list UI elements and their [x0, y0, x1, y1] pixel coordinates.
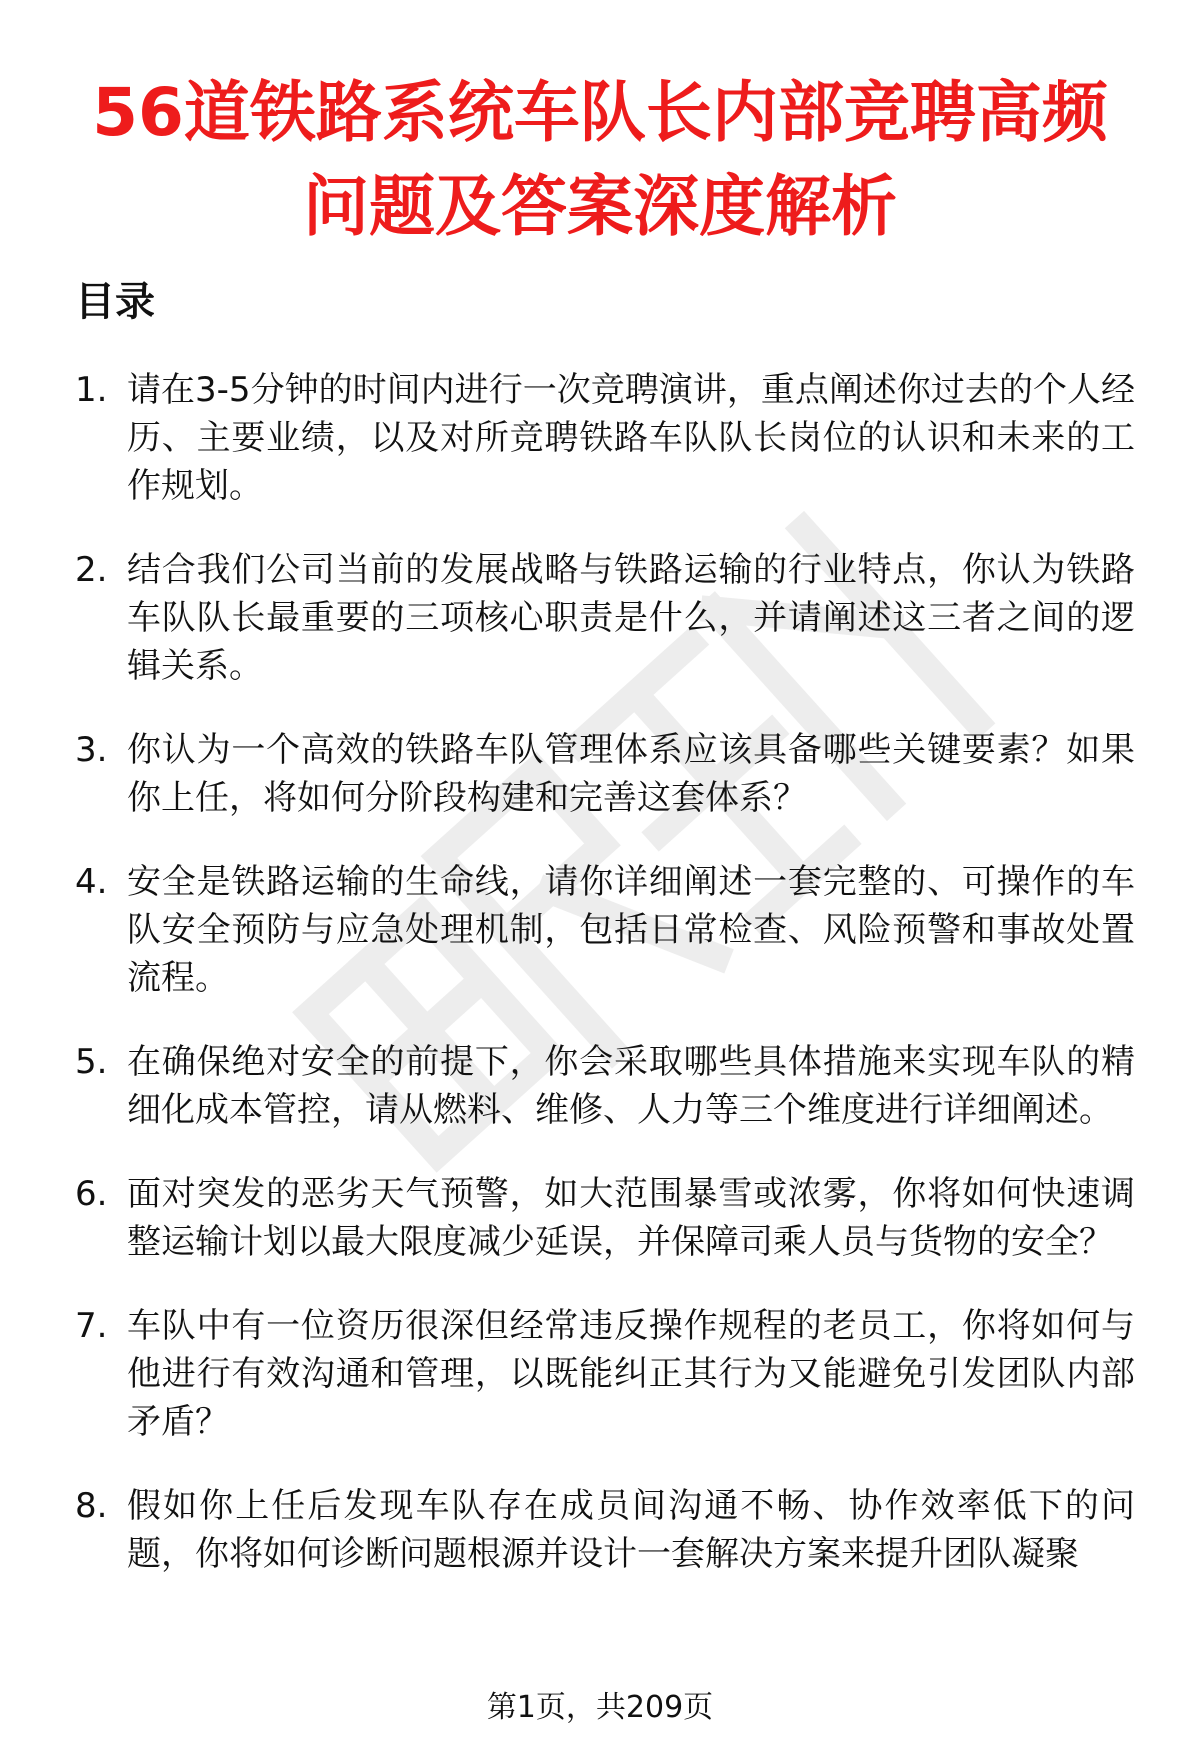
question-number: 6.	[75, 1174, 108, 1214]
question-text: 假如你上任后发现车队存在成员间沟通不畅、协作效率低下的问题，你将如何诊断问题根源并设计一套解决方案来提升团队凝聚	[127, 1486, 1135, 1574]
question-text: 车队中有一位资历很深但经常违反操作规程的老员工，你将如何与他进行有效沟通和管理，以既能纠正其行为又能避免引发团队内部矛盾？	[127, 1306, 1135, 1442]
question-number: 3.	[75, 730, 108, 770]
document-title: 56道铁路系统车队长内部竞聘高频问题及答案深度解析	[92, 74, 1108, 245]
question-number: 4.	[75, 862, 108, 902]
question-item	[75, 1302, 1135, 1446]
question-item	[75, 858, 1135, 1002]
toc-heading: 目录	[75, 279, 155, 325]
question-list	[75, 366, 1135, 1578]
question-number: 2.	[75, 550, 108, 590]
question-number: 5.	[75, 1042, 108, 1082]
question-text: 面对突发的恶劣天气预警，如大范围暴雪或浓雾，你将如何快速调整运输计划以最大限度减少延误，并保障司乘人员与货物的安全？	[127, 1174, 1135, 1262]
question-item	[75, 366, 1135, 510]
question-text: 请在3-5分钟的时间内进行一次竞聘演讲，重点阐述你过去的个人经历、主要业绩，以及对所竞聘铁路车队队长岗位的认识和未来的工作规划。	[127, 370, 1135, 506]
question-text: 安全是铁路运输的生命线，请你详细阐述一套完整的、可操作的车队安全预防与应急处理机制，包括日常检查、风险预警和事故处置流程。	[127, 862, 1135, 998]
question-item	[75, 1170, 1135, 1266]
question-item	[75, 1482, 1135, 1578]
question-item	[75, 1038, 1135, 1134]
question-number: 1.	[75, 370, 108, 410]
question-item	[75, 726, 1135, 822]
question-number: 7.	[75, 1306, 108, 1346]
page-number: 第1页，共209页	[486, 1690, 714, 1725]
question-text: 你认为一个高效的铁路车队管理体系应该具备哪些关键要素？如果你上任，将如何分阶段构建和完善这套体系？	[127, 730, 1135, 818]
question-number: 8.	[75, 1486, 108, 1526]
question-text: 结合我们公司当前的发展战略与铁路运输的行业特点，你认为铁路车队队长最重要的三项核心职责是什么，并请阐述这三者之间的逻辑关系。	[127, 550, 1135, 686]
question-text: 在确保绝对安全的前提下，你会采取哪些具体措施来实现车队的精细化成本管控，请从燃料、维修、人力等三个维度进行详细阐述。	[127, 1042, 1135, 1130]
question-item	[75, 546, 1135, 690]
